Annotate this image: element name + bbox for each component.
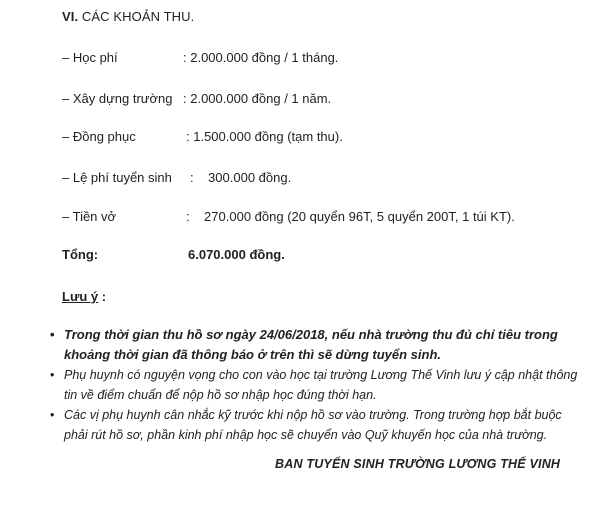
fee-value: : 2.000.000 đồng / 1 tháng. (183, 50, 339, 65)
note-colon: : (98, 289, 107, 304)
fee-value: : 300.000 đồng. (190, 170, 292, 185)
bullet-icon: • (50, 408, 55, 422)
section-title-text: CÁC KHOẢN THU. (81, 9, 195, 24)
note-title-text: Lưu ý (62, 289, 99, 304)
list-item (48, 406, 578, 445)
note-heading (62, 289, 106, 304)
bullet-icon: • (50, 368, 55, 382)
note-list (48, 325, 578, 446)
fee-value: : 1.500.000 đồng (tạm thu). (186, 129, 343, 144)
list-item-text: Trong thời gian thu hồ sơ ngày 24/06/2018, nếu nhà trường thu đủ chỉ tiêu trong khoảng thời gian đã thông báo ở trên thì sẽ dừng tuyển sinh. (64, 327, 558, 362)
list-item (48, 325, 578, 365)
fee-value: : 270.000 đồng (20 quyển 96T, 5 quyển 200T, 1 túi KT). (186, 209, 515, 224)
fee-label: – Học phí (62, 50, 118, 65)
list-item-text: Phụ huynh có nguyện vọng cho con vào học tại trường Lương Thế Vinh lưu ý cập nhật thông tin về điểm chuẩn để nộp hồ sơ nhập học đúng thời hạn. (64, 368, 578, 402)
fee-value: : 2.000.000 đồng / 1 năm. (183, 91, 332, 106)
total-value: 6.070.000 đồng. (188, 247, 285, 262)
fee-label: – Xây dựng trường (62, 91, 173, 106)
bullet-icon: • (50, 327, 55, 342)
signature: BAN TUYỂN SINH TRƯỜNG LƯƠNG THẾ VINH (275, 457, 561, 471)
section-number: VI. (62, 9, 79, 24)
list-item-text: Các vị phụ huynh cân nhắc kỹ trước khi nộp hồ sơ vào trường. Trong trường hợp bắt buộc phải rút hồ sơ, phần kinh phí nhập học sẽ chuyển vào Quỹ khuyến học của nhà trường. (64, 408, 562, 442)
list-item (48, 366, 578, 405)
fee-label: – Đồng phục (62, 129, 136, 144)
total-label: Tổng: (62, 247, 99, 262)
section-heading (62, 9, 194, 24)
fee-label: – Tiền vở (62, 209, 117, 224)
fee-label: – Lệ phí tuyển sinh (62, 170, 172, 185)
